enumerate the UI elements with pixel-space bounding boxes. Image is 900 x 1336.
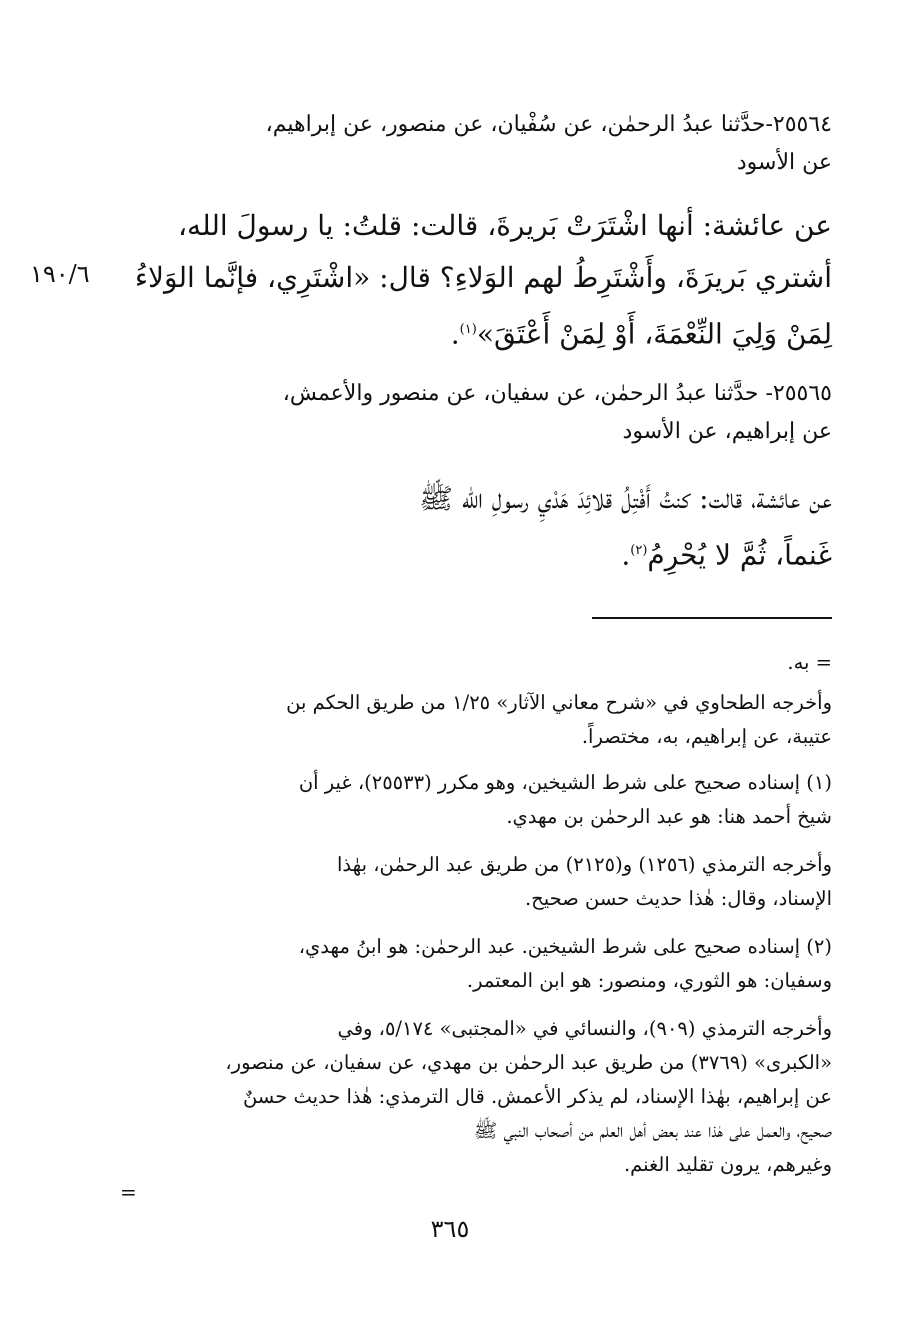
footnote-continuation (132, 646, 832, 680)
footnote-2 (132, 930, 832, 998)
isnad-line: عن الأسود (736, 150, 832, 175)
matn-end: . (621, 538, 631, 572)
footnote-line: وسفيان: هو الثوري، ومنصور: هو ابن المعتمر. (466, 969, 832, 992)
page-number: ٣٦٥ (430, 1215, 470, 1243)
hadith-25565-isnad (132, 375, 832, 451)
margin-volume-page-ref: ١٩٠/٦ (30, 260, 90, 288)
isnad-line: ٢٥٥٦٥- حدَّثنا عبدُ الرحمٰن، عن سفيان، عن منصور والأعمش، (282, 381, 832, 406)
isnad-line: عن إبراهيم، عن الأسود (622, 419, 832, 444)
footnote-line: وأخرجه الطحاوي في «شرح معاني الآثار» ١/٢٥ من طريق الحكم بن (286, 691, 832, 714)
isnad-line: ٢٥٥٦٤-حدَّثنا عبدُ الرحمٰن، عن سُفْيان، عن منصور، عن إبراهيم، (265, 112, 832, 137)
footnote-line: صحيح، والعمل على هٰذا عند بعض أهل العلم من أصحاب النبي ﷺ (473, 1119, 832, 1142)
footnote-paragraph (132, 848, 832, 916)
matn-line: عن عائشة: أنها اشْتَرَتْ بَريرةَ، قالت: قلتُ: يا رسولَ الله، (178, 209, 832, 242)
matn-text: لِمَنْ وَلِيَ النِّعْمَةَ، أَوْ لِمَنْ أَعْتَقَ» (476, 317, 832, 351)
footnote-1 (132, 766, 832, 834)
footnote-line: «الكبرى» (٣٧٦٩) من طريق عبد الرحمٰن بن مهدي، عن سفيان، عن منصور، (225, 1051, 832, 1074)
footnote-paragraph (132, 1012, 832, 1182)
matn-line: عن عائشة، قالت: كنتُ أَفْتِلُ قلائِدَ هَدْيِ رسولِ الله ﷺ (419, 482, 832, 515)
matn-line (132, 304, 832, 360)
footnote-separator (592, 617, 832, 619)
footnote-paragraph (132, 686, 832, 754)
footnote-line: (٢) إسناده صحيح على شرط الشيخين. عبد الرحمٰن: هو ابنُ مهدي، (298, 935, 832, 958)
footnote-line: وغيرهم، يرون تقليد الغنم. (623, 1153, 832, 1176)
footnote-mark: (١) (459, 322, 477, 337)
hadith-25564-matn (132, 200, 832, 360)
hadith-25564-isnad (132, 106, 832, 182)
matn-end: . (450, 317, 460, 351)
footnote-line: عن إبراهيم، بهٰذا الإسناد، لم يذكر الأعمش. قال الترمذي: هٰذا حديث حسنٌ (242, 1085, 832, 1108)
footnote-line: = به. (787, 651, 832, 674)
footnote-line: شيخ أحمد هنا: هو عبد الرحمٰن بن مهدي. (506, 805, 832, 828)
footnote-mark: (٢) (630, 543, 648, 558)
matn-line: أشتري بَريرَةَ، وأَشْتَرِطُ لهم الوَلاءِ؟ قال: «اشْتَرِي، فإنَّما الوَلاءُ (134, 261, 832, 294)
matn-text: غَنماً، ثُمَّ لا يُحْرِمُ (647, 538, 832, 572)
footnote-line: الإسناد، وقال: هٰذا حديث حسن صحيح. (524, 887, 832, 910)
footnote-line: وأخرجه الترمذي (١٢٥٦) و(٢١٢٥) من طريق عبد الرحمٰن، بهٰذا (336, 853, 832, 876)
footnote-line: وأخرجه الترمذي (٩٠٩)، والنسائي في «المجتبى» ٥/١٧٤، وفي (337, 1017, 832, 1040)
footnote-line: (١) إسناده صحيح على شرط الشيخين، وهو مكرر (٢٥٥٣٣)، غير أن (298, 771, 832, 794)
footnote-continuation-mark: = (120, 1180, 137, 1204)
footnote-line: عتيبة، عن إبراهيم، به، مختصراً. (581, 725, 832, 748)
matn-line (132, 525, 832, 581)
hadith-25565-matn (132, 473, 832, 581)
